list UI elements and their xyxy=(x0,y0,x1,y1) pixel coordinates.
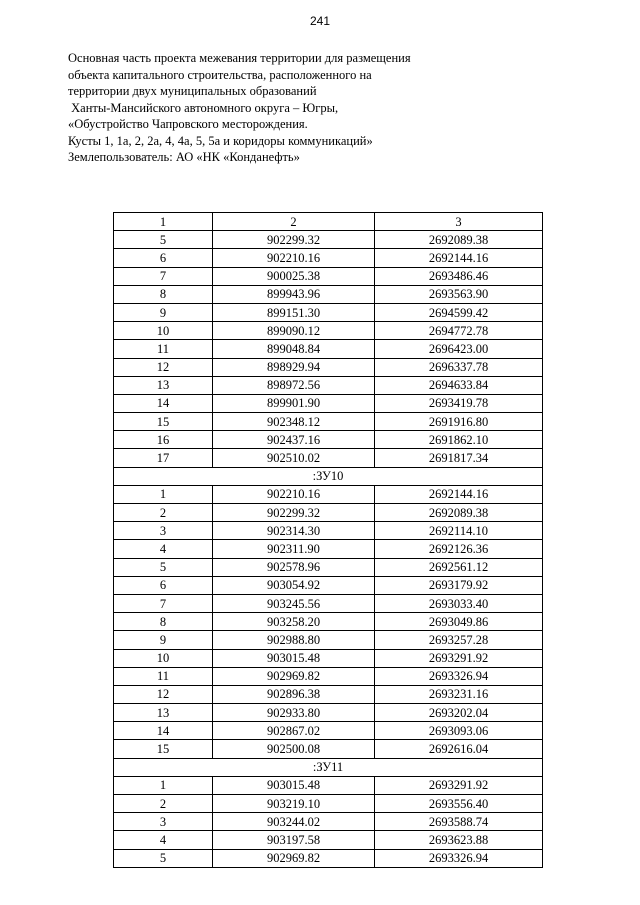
y-coordinate: 2691817.34 xyxy=(375,449,543,467)
x-coordinate: 899048.84 xyxy=(213,340,375,358)
table-row xyxy=(114,431,543,449)
y-coordinate: 2693291.92 xyxy=(375,649,543,667)
table-row xyxy=(114,267,543,285)
table-row xyxy=(114,594,543,612)
y-coordinate: 2692114.10 xyxy=(375,522,543,540)
x-coordinate: 903258.20 xyxy=(213,613,375,631)
y-coordinate: 2693623.88 xyxy=(375,831,543,849)
x-coordinate: 902210.16 xyxy=(213,485,375,503)
point-number: 3 xyxy=(114,522,213,540)
table-row xyxy=(114,776,543,794)
y-coordinate: 2691862.10 xyxy=(375,431,543,449)
x-coordinate: 902299.32 xyxy=(213,504,375,522)
x-coordinate: 899151.30 xyxy=(213,303,375,321)
x-coordinate: 899090.12 xyxy=(213,322,375,340)
point-number: 8 xyxy=(114,285,213,303)
table-row xyxy=(114,285,543,303)
x-coordinate: 903015.48 xyxy=(213,776,375,794)
table-row xyxy=(114,649,543,667)
point-number: 12 xyxy=(114,685,213,703)
table-row xyxy=(114,231,543,249)
x-coordinate: 903219.10 xyxy=(213,795,375,813)
point-number: 10 xyxy=(114,649,213,667)
point-number: 12 xyxy=(114,358,213,376)
y-coordinate: 2693326.94 xyxy=(375,667,543,685)
x-coordinate: 898929.94 xyxy=(213,358,375,376)
point-number: 15 xyxy=(114,413,213,431)
table-row xyxy=(114,795,543,813)
y-coordinate: 2693231.16 xyxy=(375,685,543,703)
column-header: 1 xyxy=(114,213,213,231)
point-number: 7 xyxy=(114,267,213,285)
point-number: 1 xyxy=(114,485,213,503)
x-coordinate: 902969.82 xyxy=(213,667,375,685)
coordinates-table xyxy=(113,212,543,868)
point-number: 4 xyxy=(114,831,213,849)
x-coordinate: 902437.16 xyxy=(213,431,375,449)
page-number: 241 xyxy=(309,14,331,28)
table-row xyxy=(114,685,543,703)
x-coordinate: 899901.90 xyxy=(213,394,375,412)
table-row xyxy=(114,704,543,722)
x-coordinate: 902348.12 xyxy=(213,413,375,431)
column-header: 3 xyxy=(375,213,543,231)
point-number: 2 xyxy=(114,504,213,522)
y-coordinate: 2692144.16 xyxy=(375,249,543,267)
point-number: 14 xyxy=(114,394,213,412)
y-coordinate: 2693093.06 xyxy=(375,722,543,740)
x-coordinate: 903015.48 xyxy=(213,649,375,667)
y-coordinate: 2694599.42 xyxy=(375,303,543,321)
section-label: :ЗУ11 xyxy=(114,758,543,776)
point-number: 11 xyxy=(114,667,213,685)
y-coordinate: 2693556.40 xyxy=(375,795,543,813)
point-number: 2 xyxy=(114,795,213,813)
y-coordinate: 2692144.16 xyxy=(375,485,543,503)
header-line: Основная часть проекта межевания территории для размещения xyxy=(68,51,411,65)
y-coordinate: 2693049.86 xyxy=(375,613,543,631)
table-row xyxy=(114,613,543,631)
section-row xyxy=(114,467,543,485)
x-coordinate: 903245.56 xyxy=(213,594,375,612)
y-coordinate: 2693033.40 xyxy=(375,594,543,612)
point-number: 3 xyxy=(114,813,213,831)
table-row xyxy=(114,522,543,540)
y-coordinate: 2693179.92 xyxy=(375,576,543,594)
x-coordinate: 902210.16 xyxy=(213,249,375,267)
y-coordinate: 2692089.38 xyxy=(375,231,543,249)
header-line: Ханты-Мансийского автономного округа – Югры, xyxy=(68,100,339,115)
table-row xyxy=(114,576,543,594)
y-coordinate: 2693563.90 xyxy=(375,285,543,303)
table-row xyxy=(114,631,543,649)
table-row xyxy=(114,413,543,431)
table-row xyxy=(114,449,543,467)
table-row xyxy=(114,485,543,503)
x-coordinate: 900025.38 xyxy=(213,267,375,285)
x-coordinate: 902314.30 xyxy=(213,522,375,540)
x-coordinate: 902299.32 xyxy=(213,231,375,249)
y-coordinate: 2696337.78 xyxy=(375,358,543,376)
table-row xyxy=(114,322,543,340)
table-row xyxy=(114,340,543,358)
point-number: 6 xyxy=(114,249,213,267)
table-row xyxy=(114,740,543,758)
x-coordinate: 903244.02 xyxy=(213,813,375,831)
y-coordinate: 2696423.00 xyxy=(375,340,543,358)
y-coordinate: 2693486.46 xyxy=(375,267,543,285)
y-coordinate: 2692126.36 xyxy=(375,540,543,558)
x-coordinate: 902896.38 xyxy=(213,685,375,703)
point-number: 10 xyxy=(114,322,213,340)
header-line: «Обустройство Чапровского месторождения. xyxy=(68,117,308,131)
point-number: 13 xyxy=(114,704,213,722)
point-number: 5 xyxy=(114,849,213,867)
x-coordinate: 902510.02 xyxy=(213,449,375,467)
table-row xyxy=(114,540,543,558)
header-line: Кусты 1, 1а, 2, 2а, 4, 4а, 5, 5а и коридоры коммуникаций» xyxy=(68,133,373,148)
y-coordinate: 2693291.92 xyxy=(375,776,543,794)
header-line: территории двух муниципальных образований xyxy=(68,84,317,98)
header-line: Землепользователь: АО «НК «Конданефть» xyxy=(68,150,300,164)
y-coordinate: 2692089.38 xyxy=(375,504,543,522)
table-row xyxy=(114,849,543,867)
header-line: объекта капитального строительства, расположенного на xyxy=(68,67,372,82)
table-row xyxy=(114,831,543,849)
point-number: 5 xyxy=(114,231,213,249)
document-header xyxy=(68,50,588,166)
table-header-row xyxy=(114,213,543,231)
point-number: 8 xyxy=(114,613,213,631)
section-label: :ЗУ10 xyxy=(114,467,543,485)
point-number: 4 xyxy=(114,540,213,558)
table-row xyxy=(114,358,543,376)
y-coordinate: 2692561.12 xyxy=(375,558,543,576)
x-coordinate: 898972.56 xyxy=(213,376,375,394)
table-row xyxy=(114,504,543,522)
x-coordinate: 902311.90 xyxy=(213,540,375,558)
table-row xyxy=(114,249,543,267)
table-row xyxy=(114,558,543,576)
section-row xyxy=(114,758,543,776)
point-number: 9 xyxy=(114,631,213,649)
y-coordinate: 2691916.80 xyxy=(375,413,543,431)
table-row xyxy=(114,394,543,412)
point-number: 7 xyxy=(114,594,213,612)
point-number: 5 xyxy=(114,558,213,576)
x-coordinate: 902867.02 xyxy=(213,722,375,740)
table-row xyxy=(114,667,543,685)
x-coordinate: 902933.80 xyxy=(213,704,375,722)
table-row xyxy=(114,376,543,394)
y-coordinate: 2693202.04 xyxy=(375,704,543,722)
y-coordinate: 2692616.04 xyxy=(375,740,543,758)
x-coordinate: 902988.80 xyxy=(213,631,375,649)
point-number: 17 xyxy=(114,449,213,467)
table-row xyxy=(114,303,543,321)
table-row xyxy=(114,722,543,740)
x-coordinate: 902969.82 xyxy=(213,849,375,867)
y-coordinate: 2694633.84 xyxy=(375,376,543,394)
y-coordinate: 2693326.94 xyxy=(375,849,543,867)
x-coordinate: 903054.92 xyxy=(213,576,375,594)
y-coordinate: 2693419.78 xyxy=(375,394,543,412)
point-number: 13 xyxy=(114,376,213,394)
point-number: 16 xyxy=(114,431,213,449)
y-coordinate: 2693588.74 xyxy=(375,813,543,831)
x-coordinate: 902578.96 xyxy=(213,558,375,576)
point-number: 11 xyxy=(114,340,213,358)
x-coordinate: 903197.58 xyxy=(213,831,375,849)
point-number: 6 xyxy=(114,576,213,594)
point-number: 14 xyxy=(114,722,213,740)
x-coordinate: 902500.08 xyxy=(213,740,375,758)
column-header: 2 xyxy=(213,213,375,231)
x-coordinate: 899943.96 xyxy=(213,285,375,303)
point-number: 15 xyxy=(114,740,213,758)
y-coordinate: 2693257.28 xyxy=(375,631,543,649)
table-row xyxy=(114,813,543,831)
point-number: 9 xyxy=(114,303,213,321)
y-coordinate: 2694772.78 xyxy=(375,322,543,340)
point-number: 1 xyxy=(114,776,213,794)
